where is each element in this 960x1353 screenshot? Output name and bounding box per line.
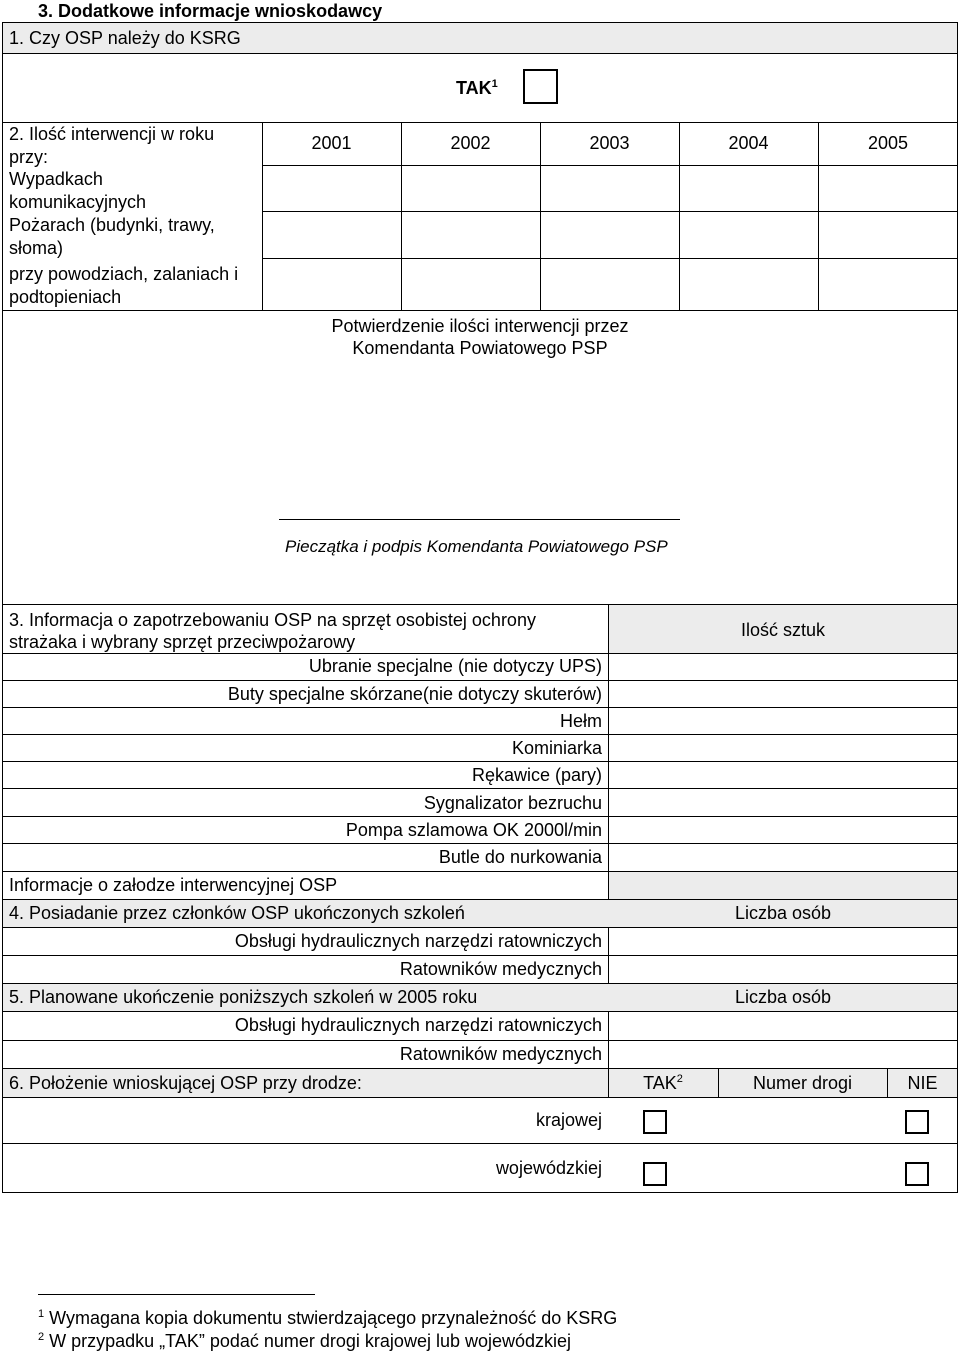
q2-label: 2. Ilość interwencji w roku przy: (9, 124, 215, 167)
q5-label: 5. Planowane ukończenie poniższych szkoleń w 2005 roku (9, 987, 478, 1007)
q4-count-header: Liczba osób (734, 903, 832, 923)
stamp-caption: Pieczątka i podpis Komendanta Powiatowego PSP (285, 537, 668, 556)
footnote-ref-2: 2 (676, 1073, 683, 1085)
section-title: 3. Dodatkowe informacje wnioskodawcy (38, 1, 383, 21)
item-diving-cylinders: Butle do nurkowania (438, 847, 602, 867)
item-boots: Buty specjalne skórzane(nie dotyczy skuterów) (227, 684, 602, 704)
q1-label: 1. Czy OSP należy do KSRG (9, 28, 241, 48)
item-motion-alarm: Sygnalizator bezruchu (423, 793, 602, 813)
road-regional-nie-checkbox[interactable] (905, 1162, 929, 1186)
year-2004: 2004 (728, 133, 769, 153)
qty-header: Ilość sztuk (740, 620, 826, 640)
confirmation-text: Potwierdzenie ilości interwencji przez Komendanta Powiatowego PSP (331, 316, 629, 358)
q2-row-floods: przy powodziach, zalaniach i podtopieniach (9, 264, 239, 307)
q5-item-paramedics: Ratowników medycznych (399, 1044, 602, 1064)
q4-item-hydraulic: Obsługi hydraulicznych narzędzi ratowniczych (234, 931, 602, 951)
q1-tak-checkbox[interactable] (523, 69, 558, 104)
footnote-ref-1: 1 (491, 78, 498, 90)
road-regional-label: wojewódzkiej (495, 1158, 602, 1178)
q6-road-number-header: Numer drogi (752, 1073, 853, 1093)
q3-label: 3. Informacja o zapotrzebowaniu OSP na sprzęt osobistej ochrony strażaka i wybrany sprzęt przeciwpożarowy (9, 610, 536, 652)
item-helmet: Hełm (559, 711, 602, 731)
q5-count-header: Liczba osób (734, 987, 832, 1007)
footnote-separator (38, 1294, 315, 1295)
road-regional-tak-checkbox[interactable] (643, 1162, 667, 1186)
road-national-nie-checkbox[interactable] (905, 1110, 929, 1134)
item-gloves: Rękawice (pary) (471, 765, 602, 785)
road-national-label: krajowej (535, 1110, 602, 1130)
year-2003: 2003 (589, 133, 630, 153)
signature-line (279, 519, 680, 520)
q4-item-paramedics: Ratowników medycznych (399, 959, 602, 979)
item-sludge-pump: Pompa szlamowa OK 2000l/min (345, 820, 602, 840)
q5-item-hydraulic: Obsługi hydraulicznych narzędzi ratowniczych (234, 1015, 602, 1035)
q6-tak-header: TAK$^2$ (643, 1073, 683, 1093)
q1-tak-label: TAK$^1$ (456, 78, 498, 98)
q6-nie-header: NIE (907, 1073, 938, 1093)
item-special-suit: Ubranie specjalne (nie dotyczy UPS) (308, 656, 602, 676)
footnote-2: $^2$ W przypadku „TAK” podać numer drogi krajowej lub wojewódzkiej (38, 1331, 572, 1351)
q6-label: 6. Położenie wnioskującej OSP przy drodze: (9, 1073, 362, 1093)
road-national-tak-checkbox[interactable] (643, 1110, 667, 1134)
item-balaclava: Kominiarka (511, 738, 602, 758)
q2-row-fires: Pożarach (budynki, trawy, słoma) (9, 215, 215, 258)
crew-info-label: Informacje o załodze interwencyjnej OSP (9, 875, 338, 895)
q4-label: 4. Posiadanie przez członków OSP ukończonych szkoleń (9, 903, 465, 923)
year-2005: 2005 (867, 133, 909, 153)
year-2001: 2001 (311, 133, 352, 153)
q2-row-accidents: Wypadkach komunikacyjnych (9, 169, 147, 212)
year-2002: 2002 (450, 133, 491, 153)
crew-info-shade (608, 871, 958, 900)
footnote-1: $^1$ Wymagana kopia dokumentu stwierdzającego przynależność do KSRG (38, 1308, 618, 1328)
